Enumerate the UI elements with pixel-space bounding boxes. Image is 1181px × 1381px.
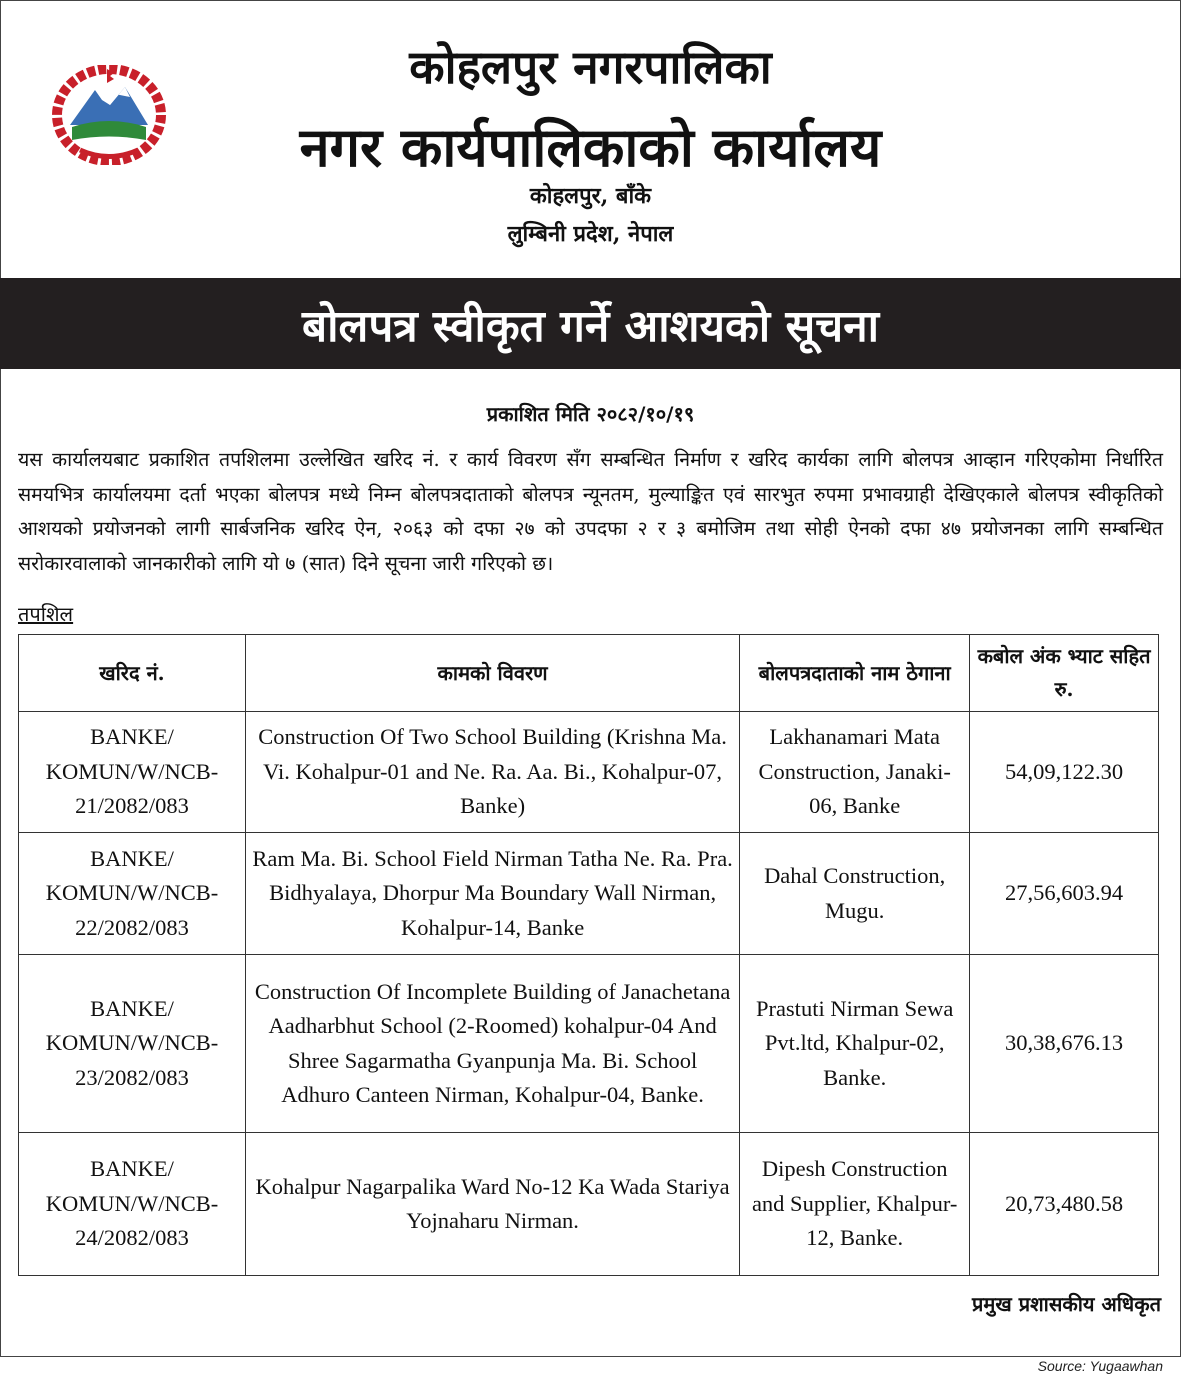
bidder: Dahal Construction, Mugu. bbox=[740, 833, 970, 955]
address-line-1: कोहलपुर, बाँके bbox=[529, 183, 652, 209]
procurement-no: BANKE/ KOMUN/W/NCB-21/2082/083 bbox=[19, 712, 246, 833]
bid-amount: 20,73,480.58 bbox=[970, 1133, 1159, 1276]
published-date: प्रकाशित मिति २०८२/१०/१९ bbox=[486, 402, 695, 426]
notice-title: बोलपत्र स्वीकृत गर्ने आशयको सूचना bbox=[301, 300, 880, 352]
bidder: Dipesh Construction and Supplier, Khalpur-12, Banke. bbox=[740, 1133, 970, 1276]
bid-amount: 54,09,122.30 bbox=[970, 712, 1159, 833]
notice-body: यस कार्यालयबाट प्रकाशित तपशिलमा उल्लेखित खरिद नं. र कार्य विवरण सँग सम्बन्धित निर्माण र खरिद कार्यका लागि बोलपत्र आव्हान गरिएकोमा निर्धारित समयभित्र कार्यालयमा दर्ता भएका बोलपत्र मध्ये निम्न बोलपत्रदाताको बोलपत्र न्यूनतम, मुल्याङ्कित एवं सारभुत रुपमा प्रभावग्राही देखिएकाले बोलपत्र स्वीकृतिको आशयको प्रयोजनको लागी सार्बजनिक खरिद ऐन, २०६३ को दफा २७ को उपदफा २ र ३ बमोजिम तथा सोही ऐनको दफा ४७ प्रयोजनका लागि सम्बन्धित सरोकारवालाको जानकारीको लागि यो ७ (सात) दिने सूचना जारी गरिएको छ। bbox=[18, 448, 1163, 575]
table-header-row bbox=[19, 635, 1159, 712]
table-row bbox=[19, 955, 1159, 1133]
header-procurement-no: खरिद नं. bbox=[19, 635, 246, 712]
table-row bbox=[19, 833, 1159, 955]
table-label: तपशिल bbox=[18, 602, 74, 626]
municipality-name: कोहलपुर नगरपालिका bbox=[409, 40, 772, 94]
bid-amount: 27,56,603.94 bbox=[970, 833, 1159, 955]
procurement-no: BANKE/ KOMUN/W/NCB-24/2082/083 bbox=[19, 1133, 246, 1276]
bid-table bbox=[18, 634, 1159, 1276]
header-work-description: कामको विवरण bbox=[245, 635, 739, 712]
header-bidder: बोलपत्रदाताको नाम ठेगाना bbox=[740, 635, 970, 712]
work-description: Ram Ma. Bi. School Field Nirman Tatha Ne. Ra. Pra. Bidhyalaya, Dhorpur Ma Boundary Wall Nirman, Kohalpur-14, Banke bbox=[245, 833, 739, 955]
bid-amount: 30,38,676.13 bbox=[970, 955, 1159, 1133]
bidder: Prastuti Nirman Sewa Pvt.ltd, Khalpur-02, Banke. bbox=[740, 955, 970, 1133]
signatory-title: प्रमुख प्रशासकीय अधिकृत bbox=[972, 1292, 1161, 1316]
source-credit: Source: Yugaawhan bbox=[1037, 1358, 1163, 1374]
table-row bbox=[19, 1133, 1159, 1276]
work-description: Construction Of Incomplete Building of Janachetana Aadharbhut School (2-Roomed) kohalpur-04 And Shree Sagarmatha Gyanpunja Ma. Bi. School Adhuro Canteen Nirman, Kohalpur-04, Banke. bbox=[245, 955, 739, 1133]
bidder: Lakhanamari Mata Construction, Janaki-06, Banke bbox=[740, 712, 970, 833]
table-row bbox=[19, 712, 1159, 833]
address-line-2: लुम्बिनी प्रदेश, नेपाल bbox=[507, 221, 674, 247]
header-bid-amount: कबोल अंक भ्याट सहित रु. bbox=[970, 635, 1159, 712]
procurement-no: BANKE/ KOMUN/W/NCB-23/2082/083 bbox=[19, 955, 246, 1133]
procurement-no: BANKE/ KOMUN/W/NCB-22/2082/083 bbox=[19, 833, 246, 955]
work-description: Kohalpur Nagarpalika Ward No-12 Ka Wada Stariya Yojnaharu Nirman. bbox=[245, 1133, 739, 1276]
work-description: Construction Of Two School Building (Krishna Ma. Vi. Kohalpur-01 and Ne. Ra. Aa. Bi., Kohalpur-07, Banke) bbox=[245, 712, 739, 833]
notice-title-banner bbox=[0, 278, 1181, 369]
office-name: नगर कार्यपालिकाको कार्यालय bbox=[299, 115, 882, 179]
